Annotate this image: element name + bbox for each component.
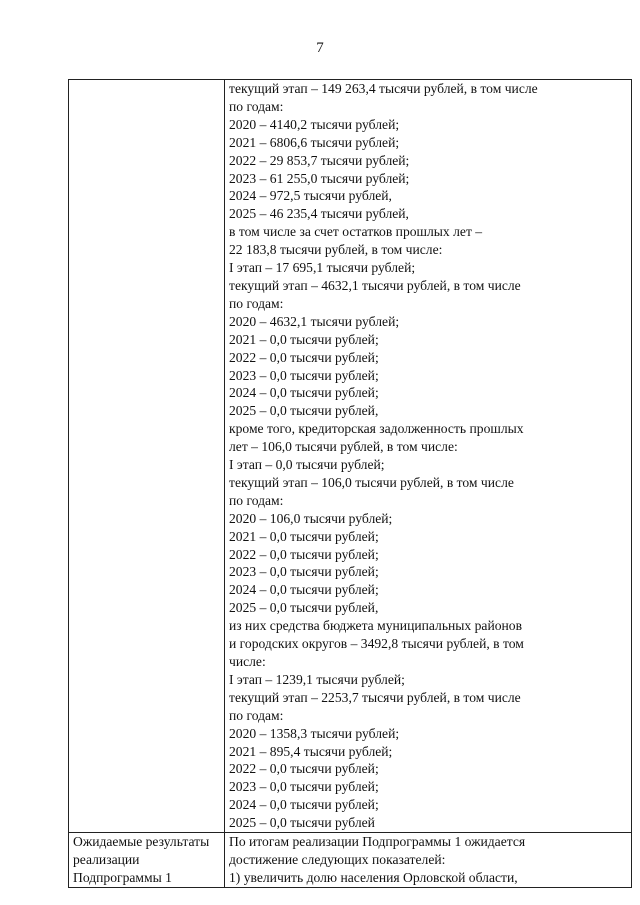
- funding-line: в том числе за счет остатков прошлых лет –: [229, 224, 483, 240]
- funding-line: 2021 – 6806,6 тысячи рублей;: [229, 134, 400, 150]
- funding-line: 2025 – 46 235,4 тысячи рублей,: [229, 206, 409, 222]
- funding-line: 2025 – 0,0 тысячи рублей,: [229, 403, 379, 419]
- funding-line: текущий этап – 149 263,4 тысячи рублей, в том числе: [229, 81, 538, 96]
- funding-row: [69, 80, 632, 833]
- subprogram-passport-table: [68, 79, 632, 888]
- results-label-line: Подпрограммы 1: [73, 869, 172, 885]
- funding-line: 2023 – 0,0 тысячи рублей;: [229, 564, 379, 580]
- results-line: достижение следующих показателей:: [229, 851, 446, 867]
- funding-line: лет – 106,0 тысячи рублей, в том числе:: [229, 439, 458, 455]
- funding-line: 2021 – 0,0 тысячи рублей;: [229, 528, 379, 544]
- page-number: 7: [316, 40, 324, 56]
- funding-line: I этап – 1239,1 тысячи рублей;: [229, 671, 405, 687]
- funding-line: 2023 – 0,0 тысячи рублей;: [229, 367, 379, 383]
- funding-line: 2021 – 0,0 тысячи рублей;: [229, 331, 379, 347]
- funding-line: по годам:: [229, 98, 284, 114]
- funding-line: 2020 – 1358,3 тысячи рублей;: [229, 725, 400, 741]
- funding-line: 2024 – 0,0 тысячи рублей;: [229, 385, 379, 401]
- funding-line: 2025 – 0,0 тысячи рублей,: [229, 600, 379, 616]
- funding-line: по годам:: [229, 492, 284, 508]
- funding-line: 2022 – 0,0 тысячи рублей;: [229, 761, 379, 777]
- funding-line: из них средства бюджета муниципальных районов: [229, 618, 523, 634]
- funding-line: 2024 – 972,5 тысячи рублей,: [229, 188, 392, 204]
- funding-line: 2025 – 0,0 тысячи рублей: [229, 815, 375, 831]
- results-label-cell: [69, 833, 225, 888]
- funding-line: 2021 – 895,4 тысячи рублей;: [229, 743, 393, 759]
- funding-line: 2020 – 4140,2 тысячи рублей;: [229, 116, 400, 132]
- results-label-line: реализации: [73, 851, 140, 867]
- funding-line: текущий этап – 2253,7 тысячи рублей, в том числе: [229, 689, 521, 705]
- results-label-line: Ожидаемые результаты: [73, 834, 210, 850]
- funding-line: 2024 – 0,0 тысячи рублей;: [229, 582, 379, 598]
- funding-line: 2022 – 0,0 тысячи рублей;: [229, 546, 379, 562]
- results-line: 1) увеличить долю населения Орловской области,: [229, 869, 518, 885]
- funding-line: числе:: [229, 654, 266, 669]
- results-row: [69, 833, 632, 888]
- funding-line: по годам:: [229, 707, 284, 723]
- funding-line: текущий этап – 4632,1 тысячи рублей, в том числе: [229, 277, 521, 293]
- funding-line: текущий этап – 106,0 тысячи рублей, в том числе: [229, 474, 514, 490]
- funding-line: 2022 – 29 853,7 тысячи рублей;: [229, 152, 410, 168]
- funding-line: 2020 – 4632,1 тысячи рублей;: [229, 313, 400, 329]
- results-line: По итогам реализации Подпрограммы 1 ожидается: [229, 834, 526, 850]
- funding-line: I этап – 0,0 тысячи рублей;: [229, 457, 385, 473]
- funding-line: 2020 – 106,0 тысячи рублей;: [229, 510, 393, 526]
- funding-text-cell: [225, 80, 632, 833]
- funding-line: I этап – 17 695,1 тысячи рублей;: [229, 260, 416, 276]
- results-text-cell: [225, 833, 632, 888]
- funding-line: 22 183,8 тысячи рублей, в том числе:: [229, 242, 443, 258]
- funding-line: 2023 – 0,0 тысячи рублей;: [229, 779, 379, 795]
- funding-line: и городских округов – 3492,8 тысячи рублей, в том: [229, 636, 524, 652]
- funding-line: 2022 – 0,0 тысячи рублей;: [229, 349, 379, 365]
- funding-line: 2023 – 61 255,0 тысячи рублей;: [229, 170, 410, 186]
- funding-line: кроме того, кредиторская задолженность прошлых: [229, 421, 524, 437]
- funding-label-cell: [69, 80, 225, 833]
- funding-line: по годам:: [229, 295, 284, 311]
- funding-line: 2024 – 0,0 тысячи рублей;: [229, 797, 379, 813]
